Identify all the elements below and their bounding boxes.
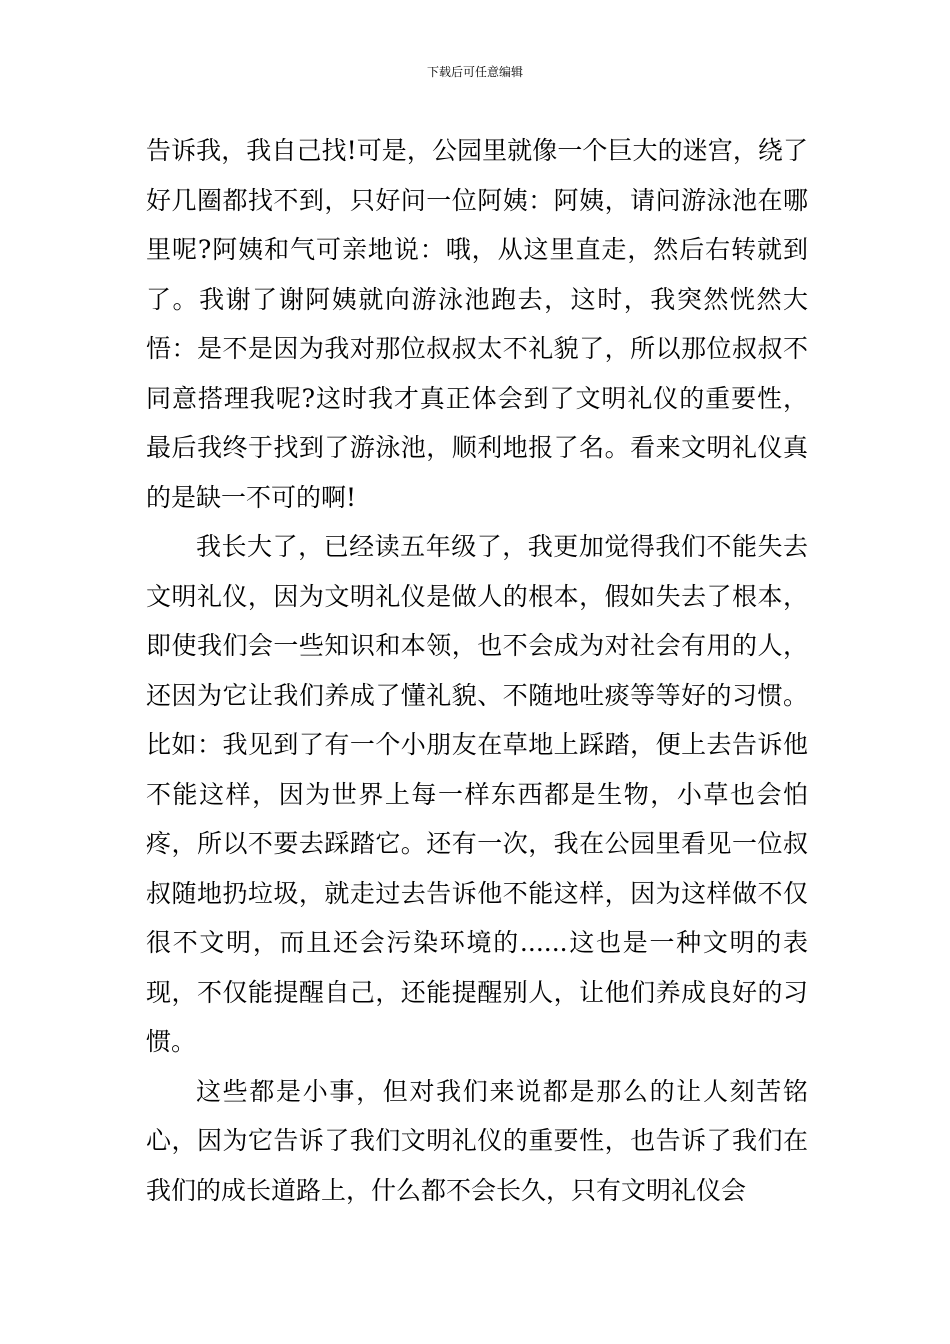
- document-body: [146, 126, 808, 1215]
- paragraph-2: 我长大了，已经读五年级了，我更加觉得我们不能失去文明礼仪，因为文明礼仪是做人的根本，假如失去了根本，即使我们会一些知识和本领，也不会成为对社会有用的人，还因为它让我们养成了懂礼貌、不随地吐痰等等好的习惯。比如：我见到了有一个小朋友在草地上踩踏，便上去告诉他不能这样，因为世界上每一样东西都是生物，小草也会怕疼，所以不要去踩踏它。还有一次，我在公园里看见一位叔叔随地扔垃圾，就走过去告诉他不能这样，因为这样做不仅很不文明，而且还会污染环境的......这也是一种文明的表现，不仅能提醒自己，还能提醒别人，让他们养成良好的习惯。: [146, 532, 808, 1056]
- paragraph-1: 告诉我，我自己找!可是，公园里就像一个巨大的迷宫，绕了好几圈都找不到，只好问一位阿姨：阿姨，请问游泳池在哪里呢?阿姨和气可亲地说：哦，从这里直走，然后右转就到了。我谢了谢阿姨就向游泳池跑去，这时，我突然恍然大悟：是不是因为我对那位叔叔太不礼貌了，所以那位叔叔不同意搭理我呢?这时我才真正体会到了文明礼仪的重要性，最后我终于找到了游泳池，顺利地报了名。看来文明礼仪真的是缺一不可的啊!: [146, 136, 808, 512]
- paragraph-3: 这些都是小事，但对我们来说都是那么的让人刻苦铭心，因为它告诉了我们文明礼仪的重要性，也告诉了我们在我们的成长道路上，什么都不会长久，只有文明礼仪会: [146, 1076, 808, 1205]
- page-header: 下载后可任意编辑: [426, 65, 523, 79]
